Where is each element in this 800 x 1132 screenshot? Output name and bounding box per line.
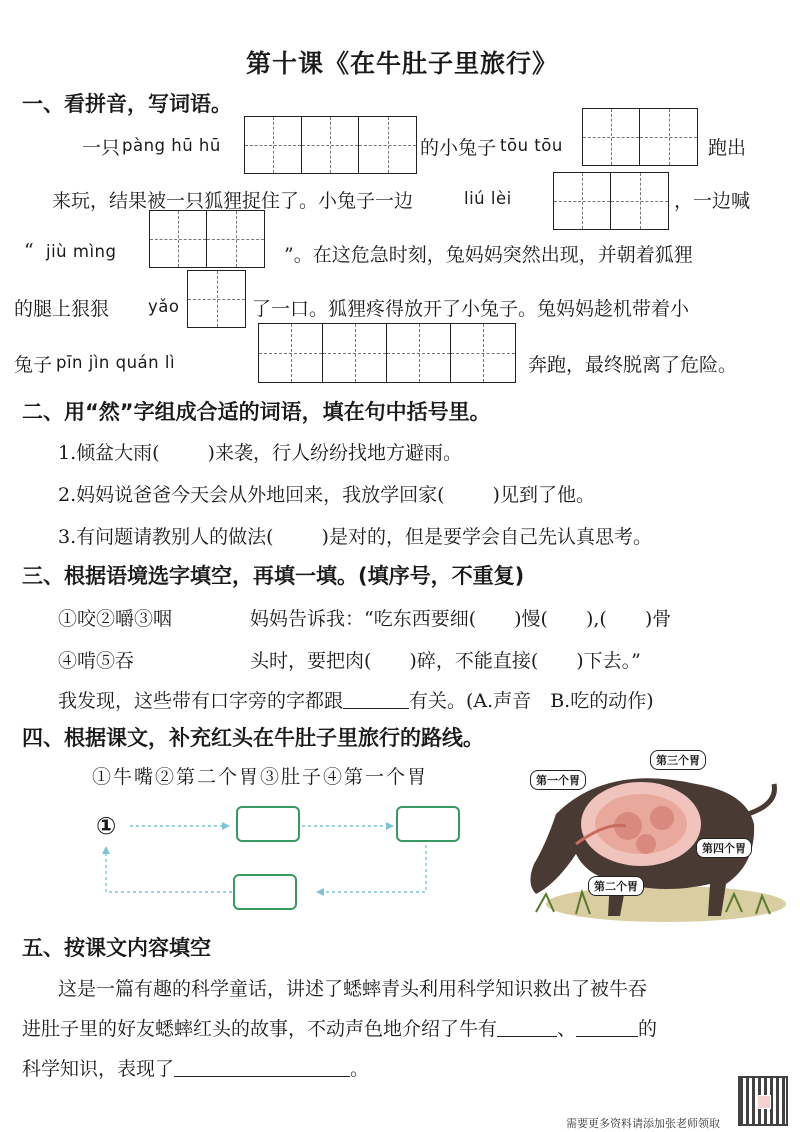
s1-line5-a: 兔子 bbox=[14, 354, 53, 376]
s1-line5-b: 奔跑，最终脱离了危险。 bbox=[528, 354, 738, 376]
arrowhead bbox=[316, 888, 324, 896]
s1-line4-b: 了一口。狐狸疼得放开了小兔子。兔妈妈趁机带着小 bbox=[252, 298, 690, 320]
pinyin-panghuhu: pàng hū hū bbox=[122, 136, 221, 155]
s3-row1-c: ),( bbox=[585, 608, 607, 630]
s2-q3-b: )是对的，但是要学会自己先认真思考。 bbox=[321, 526, 652, 548]
s3-row1-d: )骨 bbox=[644, 608, 672, 630]
pinyin-liulei: liú lèi bbox=[464, 189, 512, 208]
s1-line3-b: ”。在这危急时刻，兔妈妈突然出现，并朝着狐狸 bbox=[284, 244, 693, 266]
section-1-heading: 一、看拼音，写词语。 bbox=[22, 92, 232, 116]
qr-code-icon bbox=[738, 1076, 788, 1126]
arrowhead bbox=[386, 822, 394, 830]
s2-q1-a: 1.倾盆大雨( bbox=[58, 442, 160, 464]
section-5-heading: 五、按课文内容填空 bbox=[22, 936, 211, 960]
arrowhead bbox=[102, 846, 110, 854]
s1-line1-c: 跑出 bbox=[708, 137, 747, 159]
pinyin-toutou: tōu tōu bbox=[500, 136, 563, 155]
s5-line3-b: 。 bbox=[350, 1058, 370, 1080]
route-box-3[interactable] bbox=[396, 806, 460, 842]
s3-row1-a: 妈妈告诉我：“吃东西要细( bbox=[250, 608, 477, 630]
route-start-label: ① bbox=[96, 812, 117, 840]
s3-row2-c: )下去。” bbox=[576, 650, 641, 672]
answer-underline[interactable] bbox=[174, 1057, 350, 1077]
label-stomach-4: 第四个胃 bbox=[696, 838, 752, 858]
s4-options: ①牛嘴②第二个胃③肚子④第一个胃 bbox=[92, 766, 429, 788]
s1-line4-a: 的腿上狠狠 bbox=[14, 298, 110, 320]
page-title: 第十课《在牛肚子里旅行》 bbox=[246, 49, 559, 78]
pinyin-pinjinquanli: pīn jìn quán lì bbox=[56, 353, 176, 372]
route-box-2[interactable] bbox=[236, 806, 300, 842]
s5-line2-a: 进肚子里的好友蟋蟀红头的故事，不动声色地介绍了牛有 bbox=[22, 1018, 498, 1040]
s3-row2-b: )碎，不能直接( bbox=[409, 650, 539, 672]
arrow-line bbox=[106, 850, 232, 892]
s5-para-line1: 这是一篇有趣的科学童话，讲述了蟋蟀青头利用科学知识救出了被牛吞 bbox=[58, 978, 648, 1000]
pinyin-yao: yǎo bbox=[148, 297, 180, 316]
s5-para-line2 bbox=[22, 1014, 657, 1041]
s1-line2-b: ，一边喊 bbox=[674, 190, 751, 212]
s1-line2-a: 来玩，结果被一只狐狸捉住了。小兔子一边 bbox=[52, 190, 414, 212]
route-box-4[interactable] bbox=[233, 874, 297, 910]
s3-row2-a: 头时，要把肉( bbox=[250, 650, 372, 672]
arrowhead bbox=[222, 822, 230, 830]
s3-row3-b: 有关。(A.声音 B.吃的动作) bbox=[409, 690, 654, 712]
s3-row1-b: )慢( bbox=[514, 608, 548, 630]
s5-para-line3 bbox=[22, 1054, 369, 1081]
section-2-heading: 二、用“然”字组成合适的词语，填在句中括号里。 bbox=[22, 400, 491, 424]
s5-line2-b: 、 bbox=[557, 1018, 577, 1040]
label-stomach-1: 第一个胃 bbox=[530, 770, 586, 790]
s5-line3-a: 科学知识，表现了 bbox=[22, 1058, 175, 1080]
footer-note: 需要更多资料请添加张老师领取 bbox=[566, 1117, 720, 1130]
s2-q1-b: )来袭，行人纷纷找地方避雨。 bbox=[207, 442, 462, 464]
s3-options-1: ①咬②嚼③咽 bbox=[58, 608, 173, 630]
s2-q2-b: )见到了他。 bbox=[492, 484, 595, 506]
pinyin-jiuming: jiù mìng bbox=[46, 242, 117, 261]
label-stomach-2: 第二个胃 bbox=[588, 876, 644, 896]
section-3-heading: 三、根据语境选字填空，再填一填。(填序号，不重复) bbox=[22, 564, 525, 588]
label-stomach-3: 第三个胃 bbox=[650, 750, 706, 770]
s3-row3-a: 我发现，这些带有口字旁的字都跟 bbox=[58, 690, 344, 712]
s3-options-2: ④啃⑤吞 bbox=[58, 650, 135, 672]
s1-line1-a: 一只 bbox=[82, 137, 121, 159]
s5-line2-c: 的 bbox=[638, 1018, 658, 1040]
answer-underline[interactable] bbox=[576, 1017, 638, 1037]
section-4-heading: 四、根据课文，补充红头在牛肚子里旅行的路线。 bbox=[22, 726, 484, 750]
s2-q2-a: 2.妈妈说爸爸今天会从外地回来，我放学回家( bbox=[58, 484, 445, 506]
s1-line1-b: 的小兔子 bbox=[420, 137, 497, 159]
arrow-line bbox=[320, 845, 426, 892]
answer-underline[interactable] bbox=[497, 1017, 557, 1037]
s1-line3-a: “ bbox=[24, 240, 34, 262]
s2-q3-a: 3.有问题请教别人的做法( bbox=[58, 526, 274, 548]
